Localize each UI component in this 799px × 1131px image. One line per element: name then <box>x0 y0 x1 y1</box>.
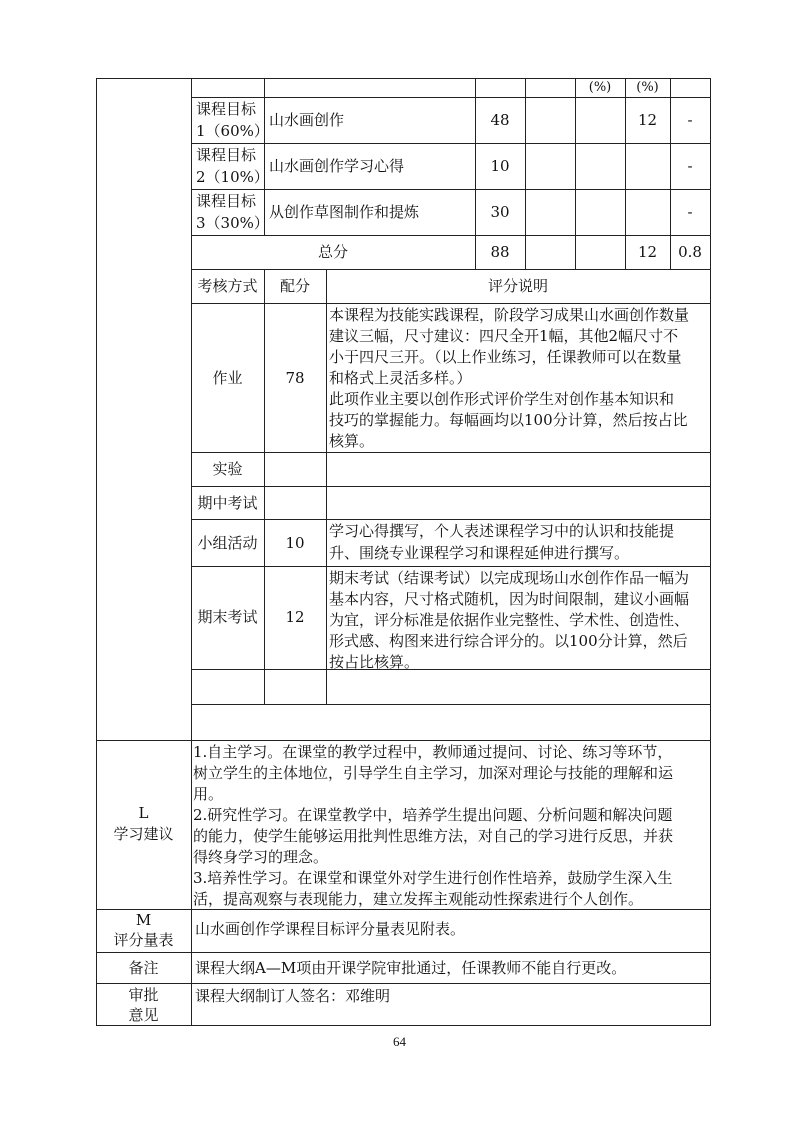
approval-title-line2: 意见 <box>128 1006 159 1024</box>
desc-homework-line: 本课程为技能实践课程，阶段学习成果山水画创作数量 <box>329 306 690 324</box>
learning-advice-line: 得终身学习的理念。 <box>193 848 329 866</box>
desc-final-line: 基本内容，尺寸格式随机，因为时间限制，建议小画幅 <box>329 590 690 608</box>
learning-advice-line: 的能力，使学生能够运用批判性思维方法，对自己的学习进行反思，并获 <box>193 827 674 845</box>
goal-last-2: - <box>687 157 693 175</box>
points-group-activity: 10 <box>285 534 305 552</box>
learning-advice-line: 2.研究性学习。在课堂教学中，培养学生提出问题、分析问题和解决问题 <box>193 806 673 824</box>
goal-final-1: 12 <box>637 111 658 129</box>
goal-label-2-line1: 课程目标 <box>196 146 257 164</box>
goal-content-2: 山水画创作学习心得 <box>269 157 405 175</box>
percent-mark-1: (%) <box>588 80 612 95</box>
goal-content-1: 山水画创作 <box>269 111 345 129</box>
learning-advice-line: 3.培养性学习。在课堂和课堂外对学生进行创作性培养，鼓励学生深入生 <box>193 869 673 887</box>
desc-homework-line: 此项作业主要以创作形式评价学生对创作基本知识和 <box>329 390 675 408</box>
learning-advice-line: 1.自主学习。在课堂的教学过程中，教师通过提问、讨论、练习等环节， <box>193 743 673 761</box>
learning-advice-line: 活，提高观察与表现能力，建立发挥主观能动性探索进行个人创作。 <box>193 890 644 908</box>
section-m-letter: M <box>135 911 152 929</box>
points-homework: 78 <box>285 369 305 387</box>
desc-group-line: 学习心得撰写，个人表述课程学习中的认识和技能提 <box>329 522 675 540</box>
header-method: 考核方式 <box>197 277 258 295</box>
header-points: 配分 <box>279 277 310 295</box>
approval-title-line1: 审批 <box>128 986 159 1004</box>
goal-score-2: 10 <box>490 157 510 175</box>
notes-title: 备注 <box>128 959 159 977</box>
section-m-title: 评分量表 <box>113 931 174 949</box>
desc-final-line: 形式感、构图来进行综合评分的。以100分计算，然后 <box>329 632 688 650</box>
points-final-exam: 12 <box>285 608 305 626</box>
learning-advice-line: 用。 <box>193 785 224 803</box>
method-homework: 作业 <box>212 369 243 387</box>
desc-homework-line: 建议三幅，尺寸建议：四尺全开1幅，其他2幅尺寸不 <box>329 327 679 345</box>
method-experiment: 实验 <box>212 460 243 478</box>
section-l-title: 学习建议 <box>113 825 174 843</box>
rubric-text: 山水画创作学课程目标评分量表见附表。 <box>195 920 466 938</box>
goal-label-3-line1: 课程目标 <box>196 192 257 210</box>
desc-final-line: 为宜，评分标准是依据作业完整性、学术性、创造性、 <box>329 611 690 629</box>
header-description: 评分说明 <box>487 277 548 295</box>
desc-homework-line: 小于四尺三开。（以上作业练习，任课教师可以在数量 <box>329 348 682 366</box>
desc-final-line: 按占比核算。 <box>329 653 420 671</box>
goal-label-1-line2: 1（60%） <box>196 122 269 140</box>
total-final: 12 <box>637 243 658 261</box>
page-number: 64 <box>393 1034 406 1049</box>
goal-label-2-line2: 2（10%） <box>196 168 269 186</box>
goal-score-1: 48 <box>490 111 510 129</box>
approval-text: 课程大纲制订人签名：邓维明 <box>195 987 391 1005</box>
goal-label-1-line1: 课程目标 <box>196 100 257 118</box>
desc-final-line: 期末考试（结课考试）以完成现场山水创作作品一幅为 <box>329 569 690 587</box>
goal-last-3: - <box>687 203 693 221</box>
percent-mark-2: (%) <box>636 80 659 95</box>
method-final-exam: 期末考试 <box>197 608 258 626</box>
section-l-letter: L <box>138 804 149 822</box>
method-midterm: 期中考试 <box>197 494 258 512</box>
total-score: 88 <box>490 243 510 261</box>
desc-homework-line: 核算。 <box>329 432 375 450</box>
total-last: 0.8 <box>678 243 702 261</box>
total-label: 总分 <box>317 243 348 261</box>
goal-label-3-line2: 3（30%） <box>196 214 269 232</box>
desc-group-line: 升、围绕专业课程学习和课程延伸进行撰写。 <box>329 544 630 562</box>
method-group-activity: 小组活动 <box>197 534 258 552</box>
goal-last-1: - <box>687 111 693 129</box>
goal-score-3: 30 <box>490 203 510 221</box>
goal-content-3: 从创作草图制作和提炼 <box>269 203 420 221</box>
desc-homework-line: 和格式上灵活多样。） <box>329 369 472 387</box>
learning-advice-line: 树立学生的主体地位，引导学生自主学习，加深对理论与技能的理解和运 <box>193 764 674 782</box>
desc-homework-line: 技巧的掌握能力。每幅画均以100分计算，然后按占比 <box>329 411 688 429</box>
notes-text: 课程大纲A—M项由开课学院审批通过，任课教师不能自行更改。 <box>195 959 627 977</box>
